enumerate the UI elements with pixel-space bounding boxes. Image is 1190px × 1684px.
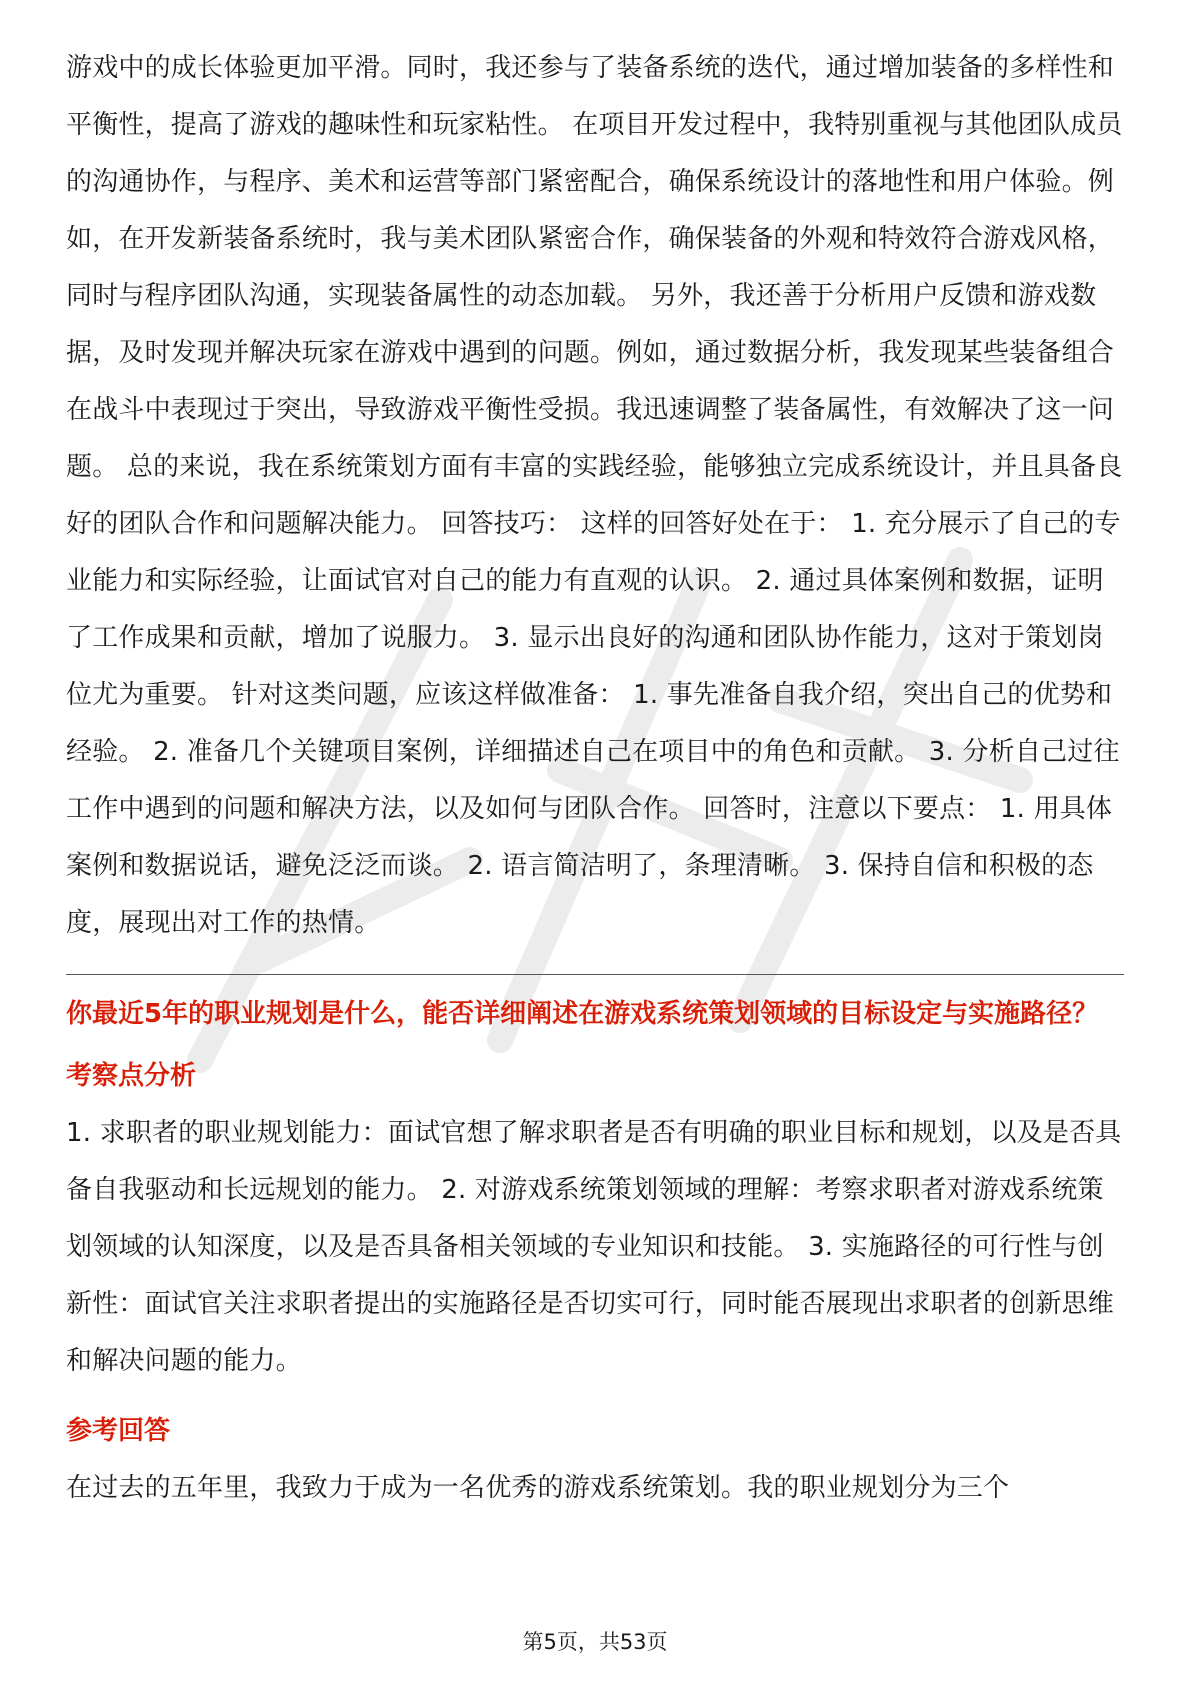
analysis-paragraph: 1. 求职者的职业规划能力：面试官想了解求职者是否有明确的职业目标和规划，以及是否具备自我驱动和长远规划的能力。 2. 对游戏系统策划领域的理解：考察求职者对游戏系统策划领域的认知深度，以及是否具备相关领域的专业知识和技能。 3. 实施路径的可行性与创新性：面试官关注求职者提出的实施路径是否切实可行，同时能否展现出求职者的创新思维和解决问题的能力。 (66, 1118, 1122, 1376)
document-page (66, 40, 1124, 1517)
answer-heading: 参考回答 (66, 1416, 171, 1446)
interview-question: 你最近5年的职业规划是什么，能否详细阐述在游戏系统策划领域的目标设定与实施路径？ (66, 999, 1099, 1029)
body-paragraph: 游戏中的成长体验更加平滑。同时，我还参与了装备系统的迭代，通过增加装备的多样性和平衡性，提高了游戏的趣味性和玩家粘性。 在项目开发过程中，我特别重视与其他团队成员的沟通协作，与程序、美术和运营等部门紧密配合，确保系统设计的落地性和用户体验。例如，在开发新装备系统时，我与美术团队紧密合作，确保装备的外观和特效符合游戏风格，同时与程序团队沟通，实现装备属性的动态加载。 另外，我还善于分析用户反馈和游戏数据，及时发现并解决玩家在游戏中遇到的问题。例如，通过数据分析，我发现某些装备组合在战斗中表现过于突出，导致游戏平衡性受损。我迅速调整了装备属性，有效解决了这一问题。 总的来说，我在系统策划方面有丰富的实践经验，能够独立完成系统设计，并且具备良好的团队合作和问题解决能力。 回答技巧： 这样的回答好处在于： 1. 充分展示了自己的专业能力和实际经验，让面试官对自己的能力有直观的认识。 2. 通过具体案例和数据，证明了工作成果和贡献，增加了说服力。 3. 显示出良好的沟通和团队协作能力，这对于策划岗位尤为重要。 针对这类问题，应该这样做准备： 1. 事先准备自我介绍，突出自己的优势和经验。 2. 准备几个关键项目案例，详细描述自己在项目中的角色和贡献。 3. 分析自己过往工作中遇到的问题和解决方法，以及如何与团队合作。 回答时，注意以下要点： 1. 用具体案例和数据说话，避免泛泛而谈。 2. 语言简洁明了，条理清晰。 3. 保持自信和积极的态度，展现出对工作的热情。 (66, 53, 1123, 938)
answer-paragraph: 在过去的五年里，我致力于成为一名优秀的游戏系统策划。我的职业规划分为三个 (66, 1473, 1010, 1503)
analysis-heading: 考察点分析 (66, 1061, 197, 1091)
section-divider (66, 974, 1124, 975)
page-footer: 第5页，共53页 (522, 1630, 668, 1654)
